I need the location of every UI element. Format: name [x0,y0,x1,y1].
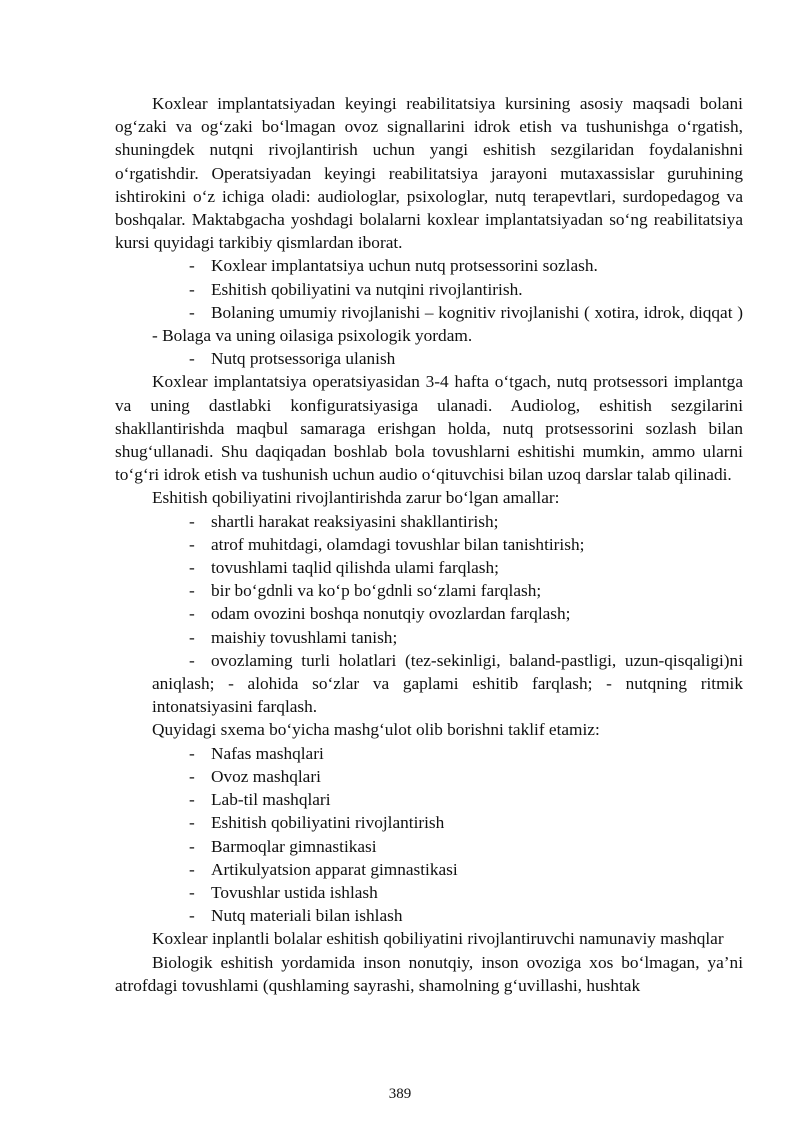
list-item: - Nutq materiali bilan ishlash [189,904,743,927]
dash-marker: - [189,882,195,902]
page-body [115,92,743,997]
dash-marker: - [189,743,195,763]
list-item: - Nafas mashqlari [189,742,743,765]
list-item: - ovozlaming turli holatlari (tez-sekinligi, baland-pastligi, uzun-qisqaligi)ni aniqlash; - alohida so‘zlar va gaplami eshitib farqlash; - nutqning ritmik intonatsiyasini farqlash. [152,650,743,717]
dash-marker: - [189,534,195,554]
paragraph-intro: Koxlear implantatsiyadan keyingi reabilitatsiya kursining asosiy maqsadi bolani og‘zaki va og‘zaki bo‘lmagan ovoz signallarini idrok etish va tushunishga o‘rgatish, shuningdek nutqni rivojlantirish uchun yangi eshitish sezgilaridan foydalanishni o‘rgatishdir. Operatsiyadan keyingi reabilitatsiya jarayoni mutaxassislar guruhining ishtirokini o‘z ichiga oladi: audiologlar, psixologlar, nutq terapevtlari, surdopedagog va boshqalar. Maktabgacha yoshdagi bolalarni koxlear implantatsiyadan so‘ng reabilitatsiya kursi quyidagi tarkibiy qismlardan iborat. [115,94,743,253]
paragraph-biological-hearing: Biologik eshitish yordamida inson nonutqiy, inson ovoziga xos bo‘lmagan, ya’ni atrofdagi tovushlami (qushlaming sayrashi, shamolning g‘uvillashi, hushtak [115,952,743,995]
dash-marker: - [189,859,195,879]
dash-marker: - [189,558,195,578]
paragraph-exercises-heading: Koxlear inplantli bolalar eshitish qobiliyatini rivojlantiruvchi namunaviy mashqlar [152,929,724,949]
list-item: - shartli harakat reaksiyasini shakllantirish; [189,510,743,533]
list-item: - atrof muhitdagi, olamdagi tovushlar bilan tanishtirish; [189,533,743,556]
list-item: - tovushlami taqlid qilishda ulami farqlash; [189,556,743,579]
list-item: - bir bo‘gdnli va ko‘p bo‘gdnli so‘zlami farqlash; [189,579,743,602]
dash-marker: - [189,836,195,856]
paragraph-processor: Koxlear implantatsiya operatsiyasidan 3-4 hafta o‘tgach, nutq protsessori implantga va uning dastlabki konfiguratsiyasiga ulanadi. Audiolog, eshitish sezgilarini shakllantirishda maqbul samaraga erishgan holda, nutq protsessorini sozlash bilan shug‘ullanadi. Shu daqiqadan boshlab bola tovushlarni eshitishi mumkin, ammo ularni to‘g‘ri idrok etish va tushunish uchun audio o‘qituvchisi bilan uzoq darslar talab qilinadi. [115,372,743,485]
page-number: 389 [388,1086,412,1102]
list-item: - Koxlear implantatsiya uchun nutq protsessorini sozlash. [189,254,743,277]
dash-marker: - [189,650,195,670]
dash-marker: - [189,581,195,601]
list-item: - maishiy tovushlami tanish; [189,626,743,649]
list-item: - Eshitish qobiliyatini va nutqini rivojlantirish. [189,278,743,301]
list-item: - Nutq protsessoriga ulanish [189,347,743,370]
dash-marker: - [189,906,195,926]
dash-marker: - [189,813,195,833]
dash-marker: - [189,627,195,647]
dash-marker: - [189,302,195,322]
dash-marker: - [189,279,195,299]
dash-marker: - [189,766,195,786]
list-item: - Lab-til mashqlari [189,788,743,811]
dash-marker: - [189,790,195,810]
paragraph-scheme-heading: Quyidagi sxema bo‘yicha mashg‘ulot olib borishni taklif etamiz: [152,720,600,740]
list-item: - Eshitish qobiliyatini rivojlantirish [189,811,743,834]
list-item: - Bolaning umumiy rivojlanishi – kognitiv rivojlanishi ( xotira, idrok, diqqat ) - Bolaga va uning oilasiga psixologik yordam. [152,302,743,346]
list-item: - Tovushlar ustida ishlash [189,881,743,904]
list-item: - odam ovozini boshqa nonutqiy ovozlardan farqlash; [189,602,743,625]
list-item: - Barmoqlar gimnastikasi [189,835,743,858]
list-item: - Artikulyatsion apparat gimnastikasi [189,858,743,881]
dash-marker: - [189,256,195,276]
dash-marker: - [189,604,195,624]
dash-marker: - [189,511,195,531]
paragraph-actions-heading: Eshitish qobiliyatini rivojlantirishda zarur bo‘lgan amallar: [152,488,560,508]
list-item: - Ovoz mashqlari [189,765,743,788]
dash-marker: - [189,349,195,369]
